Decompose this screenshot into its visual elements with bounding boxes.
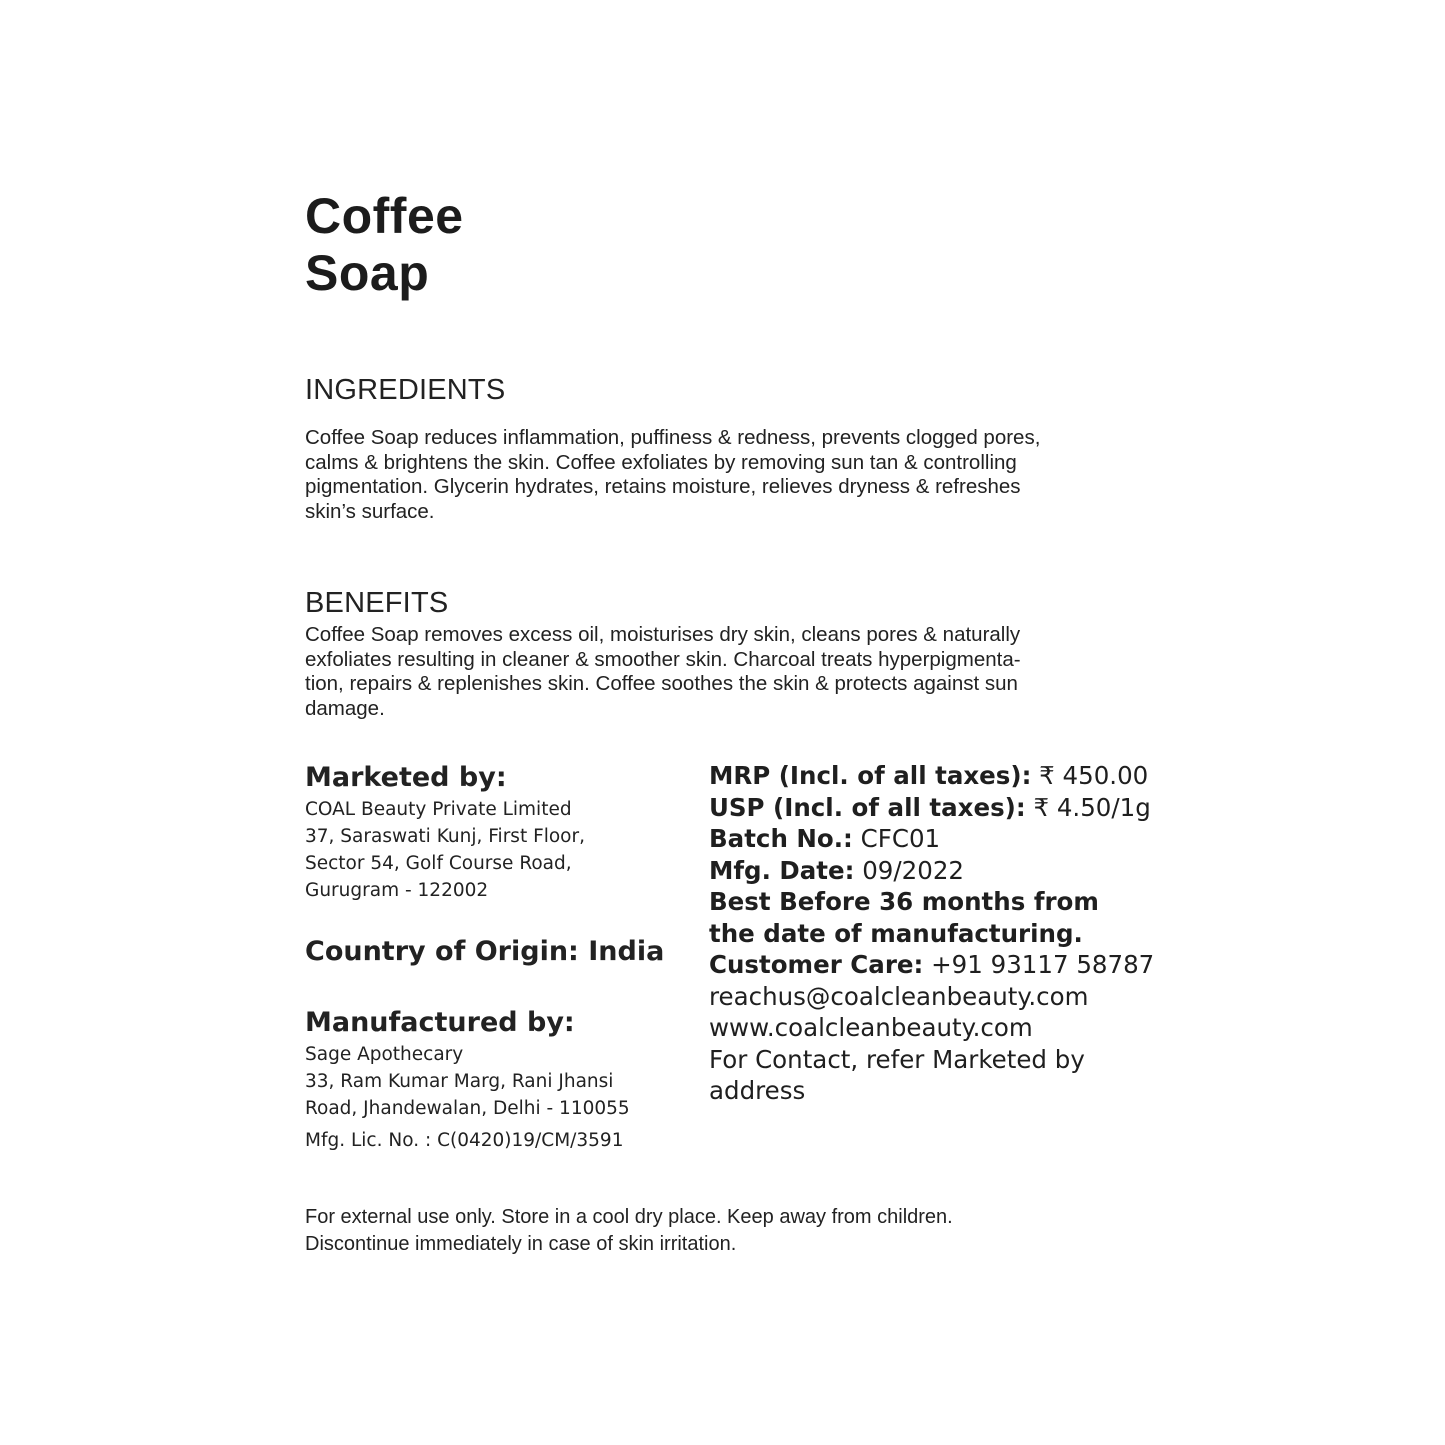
usage-warning — [305, 1204, 953, 1258]
contact-email: reachus@coalcleanbeauty.com — [709, 981, 1089, 1011]
benefits-heading: BENEFITS — [305, 587, 449, 619]
benefits-line: Coffee Soap removes excess oil, moisturises dry skin, cleans pores & naturally — [305, 623, 1021, 646]
benefits-text — [305, 623, 1125, 721]
contact-note-line-1: For Contact, refer Marketed by — [709, 1044, 1085, 1074]
manufactured-by-address — [305, 1041, 630, 1122]
usp-line — [709, 792, 1154, 824]
batch-line — [709, 823, 1154, 855]
ingredients-line: calms & brightens the skin. Coffee exfoliates by removing sun tan & controlling — [305, 450, 1017, 474]
ingredients-line: pigmentation. Glycerin hydrates, retains moisture, relieves dryness & refreshes — [305, 475, 1021, 499]
mfg-date-line — [709, 855, 1154, 887]
marketed-by-heading: Marketed by: — [305, 762, 507, 793]
ingredients-line: Coffee Soap reduces inflammation, puffiness & redness, prevents clogged pores, — [305, 426, 1041, 449]
ingredients-line: skin’s surface. — [305, 499, 435, 523]
manufactured-by-line: Road, Jhandewalan, Delhi - 110055 — [305, 1098, 630, 1119]
marketed-by-line: Gurugram - 122002 — [305, 880, 489, 901]
usage-warning-line: For external use only. Store in a cool dry place. Keep away from children. — [305, 1206, 953, 1228]
best-before-line-2: the date of manufacturing. — [709, 918, 1083, 948]
batch-label: Batch No.: — [709, 824, 853, 853]
best-before-line-1: Best Before 36 months from — [709, 887, 1099, 916]
customer-care-label: Customer Care: — [709, 950, 924, 979]
ingredients-text — [305, 426, 1125, 524]
usp-label: USP (Incl. of all taxes): — [709, 792, 1026, 822]
marketed-by-line: 37, Saraswati Kunj, First Floor, — [305, 826, 585, 847]
mfg-date-label: Mfg. Date: — [709, 855, 855, 885]
marketed-by-line: COAL Beauty Private Limited — [305, 799, 572, 820]
contact-note-line-2: address — [709, 1076, 806, 1105]
benefits-line: tion, repairs & replenishes skin. Coffee soothes the skin & protects against sun — [305, 672, 1018, 696]
product-title — [305, 188, 464, 302]
ingredients-heading: INGREDIENTS — [305, 374, 506, 406]
customer-care-phone: +91 93117 58787 — [923, 950, 1155, 979]
benefits-line: damage. — [305, 696, 385, 720]
website: www.coalcleanbeauty.com — [709, 1013, 1033, 1042]
benefits-line: exfoliates resulting in cleaner & smoother skin. Charcoal treats hyperpigmenta- — [305, 647, 1021, 671]
batch-value: CFC01 — [852, 824, 941, 853]
marketed-by-line: Sector 54, Golf Course Road, — [305, 853, 572, 874]
marketed-by-address — [305, 796, 585, 904]
manufactured-by-line: 33, Ram Kumar Marg, Rani Jhansi — [305, 1071, 614, 1092]
product-details — [709, 760, 1154, 1107]
country-of-origin: Country of Origin: India — [305, 936, 665, 967]
mrp-line — [709, 760, 1154, 792]
mrp-label: MRP (Incl. of all taxes): — [709, 761, 1032, 790]
mfg-date-value: 09/2022 — [854, 855, 964, 885]
manufactured-by-line: Sage Apothecary — [305, 1044, 464, 1065]
product-title-line-2: Soap — [305, 245, 430, 301]
usp-value: ₹ 4.50/1g — [1025, 792, 1151, 822]
usage-warning-line: Discontinue immediately in case of skin irritation. — [305, 1233, 737, 1255]
manufacturing-license: Mfg. Lic. No. : C(0420)19/CM/3591 — [305, 1130, 624, 1151]
customer-care-line — [709, 949, 1154, 981]
manufactured-by-heading: Manufactured by: — [305, 1007, 575, 1038]
product-title-line-1: Coffee — [305, 188, 464, 244]
mrp-value: ₹ 450.00 — [1031, 761, 1149, 790]
